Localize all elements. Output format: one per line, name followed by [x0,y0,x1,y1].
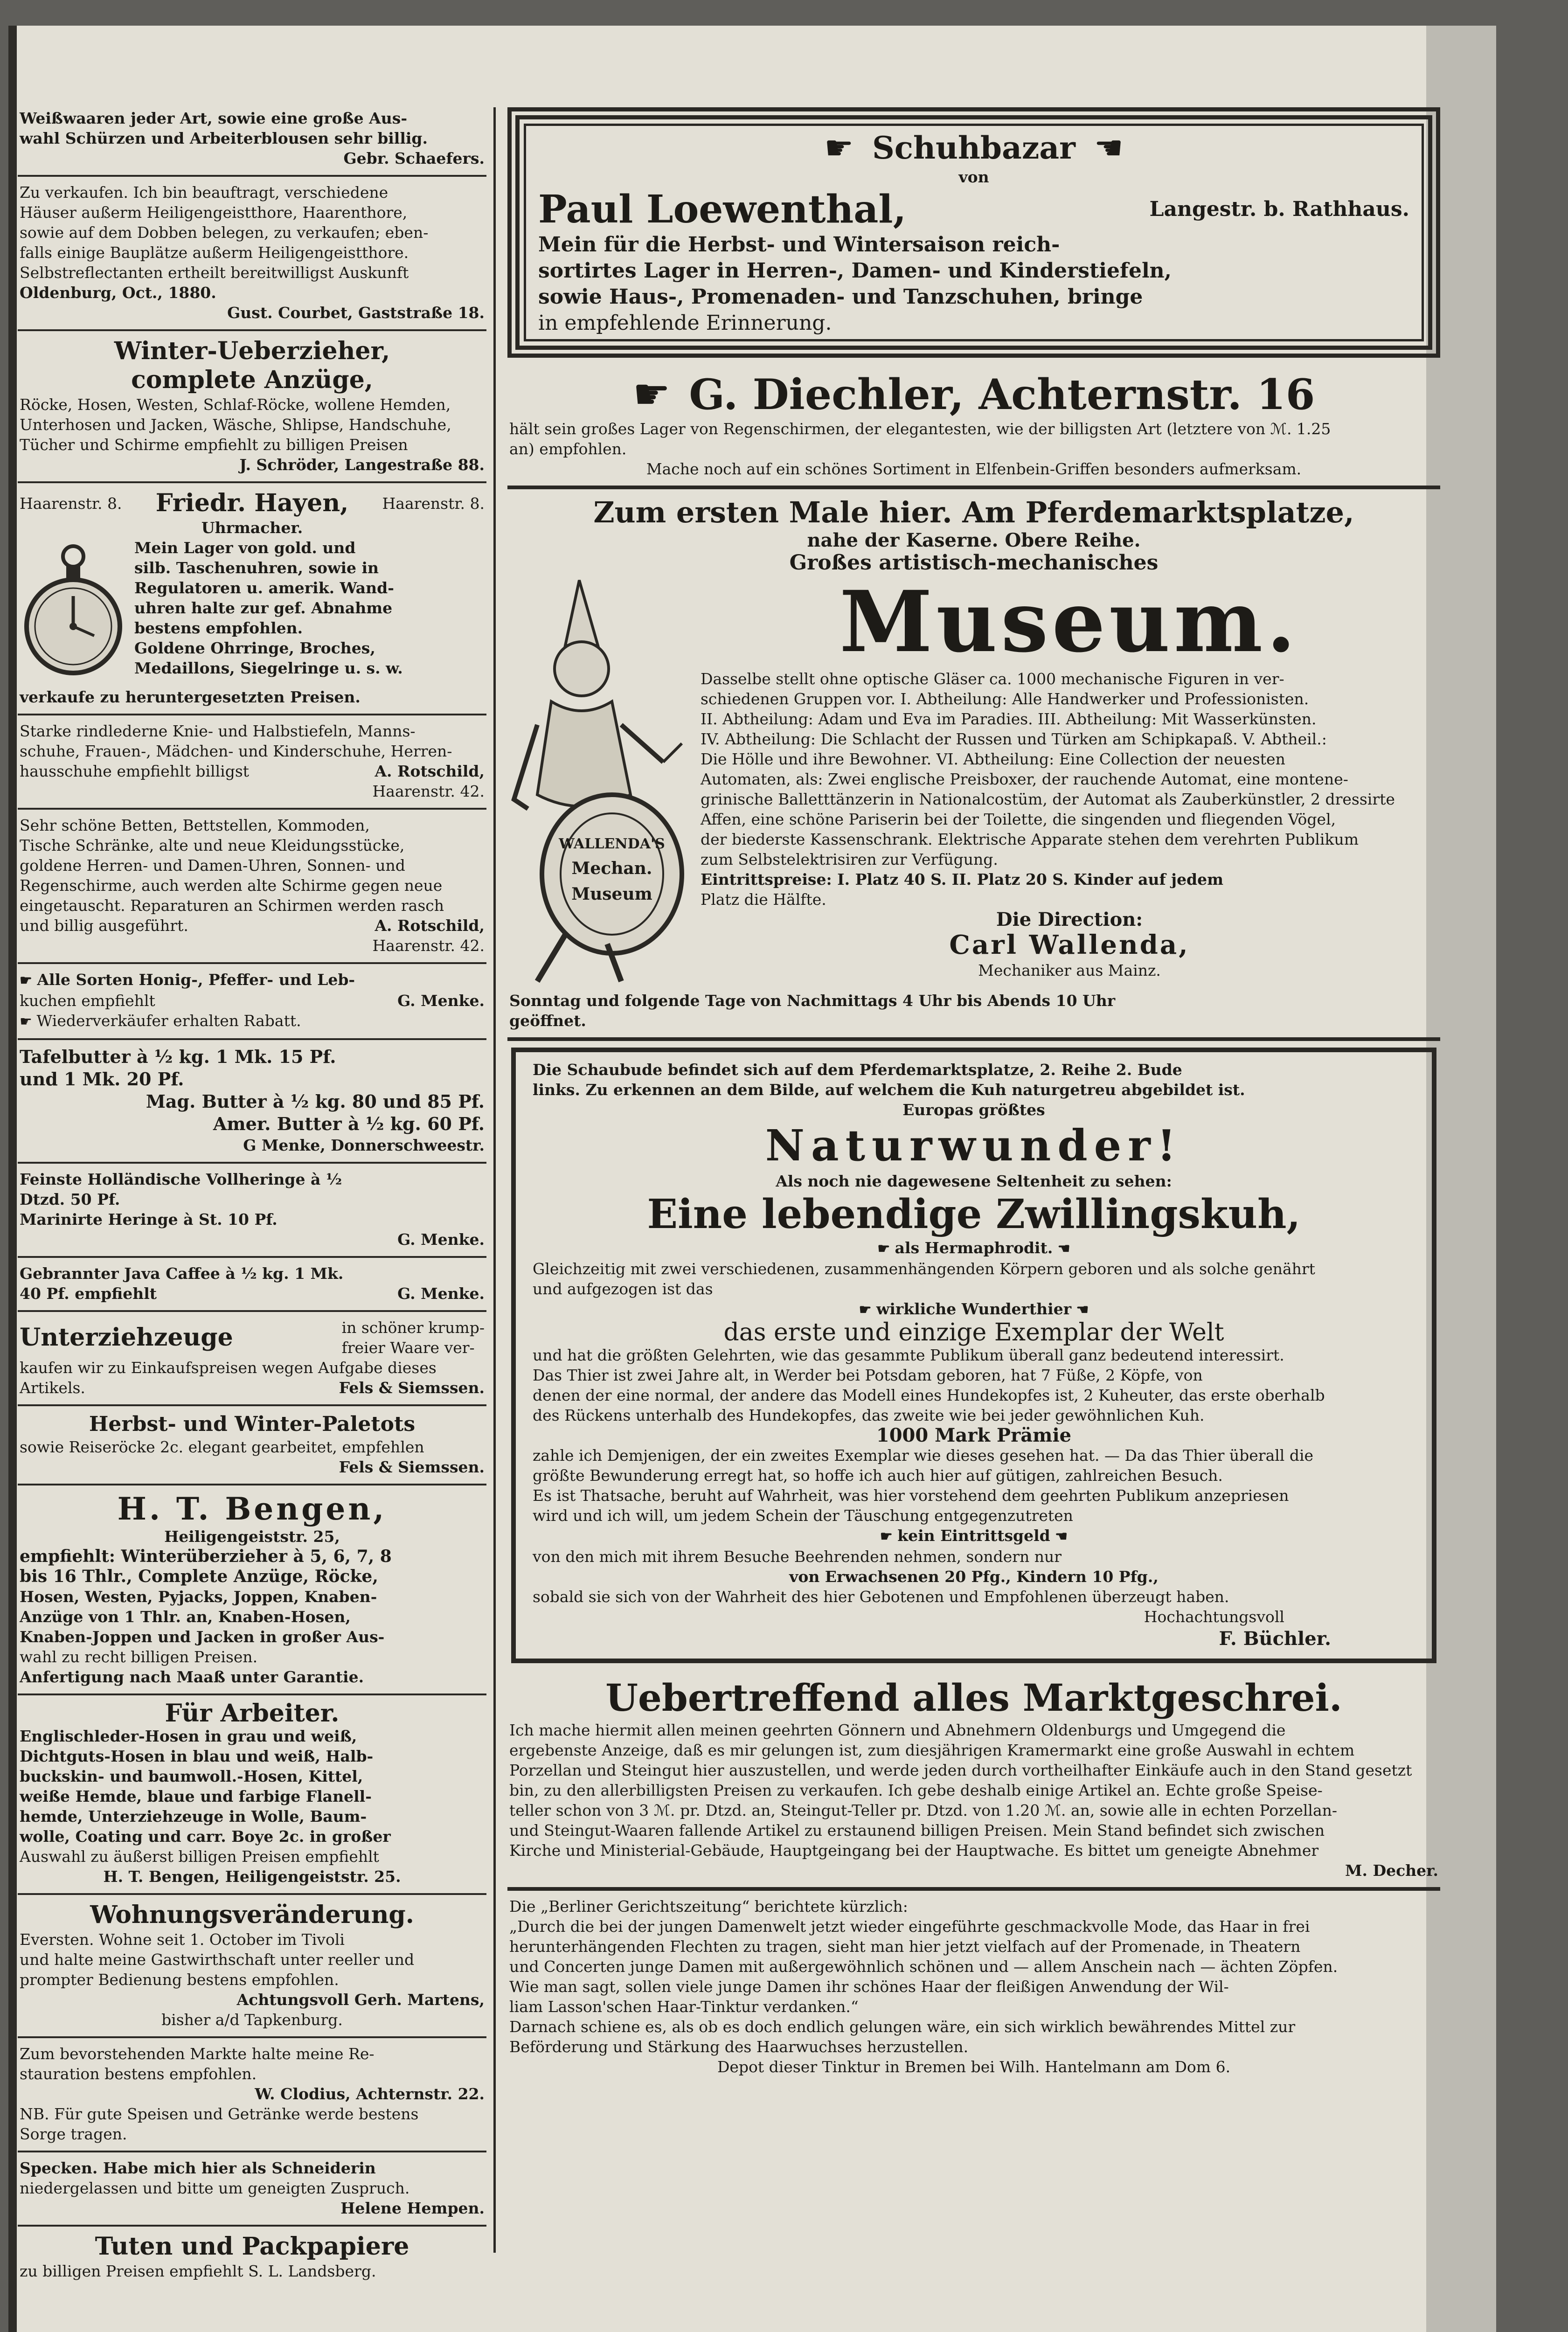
ad-line: sowie Haus-, Promenaden- und Tanzschuhen, bringe [538,285,1143,309]
pocket-watch-icon [20,538,127,687]
ad-line: sowie Reiseröcke 2c. elegant gearbeitet, empfehlen [20,1438,424,1456]
ad-line: Specken. Habe mich hier als Schneiderin [20,2159,376,2177]
column-divider [493,107,496,2253]
ad-line: Porzellan und Steingut hier auszustellen, und werde jeden durch vortheilhafter Einkäufe auch in den Stand gesetzt [509,1761,1412,1779]
ad-signature: Fels & Siemssen. [339,1379,485,1397]
ad-line: eingetauscht. Reparaturen an Schirmen werden rasch [20,896,444,915]
right-column [507,103,1440,2083]
pointing-hand-icon: ☛ [877,1241,895,1257]
ad-heading: H. T. Bengen, [117,1491,387,1527]
ad-haeuser-verkaufen [18,177,486,331]
ad-line: Die Direction: [996,909,1143,930]
ad-line: Hochachtungsvoll [1144,1608,1284,1626]
ad-line: Die Schaubude befindet sich auf dem Pferdemarktsplatze, 2. Reihe 2. Bude [533,1061,1182,1079]
ad-heading: Naturwunder! [765,1120,1183,1171]
ad-line: Tische Schränke, alte und neue Kleidungsstücke, [20,836,405,854]
ad-line: wird und ich will, um jedem Schein der Täuschung entgegenzutreten [533,1506,1073,1525]
ad-line: Anzüge von 1 Thlr. an, Knaben-Hosen, [20,1608,351,1626]
ad-line: Das Thier ist zwei Jahre alt, in Werder bei Potsdam geboren, hat 7 Füße, 2 Köpfe, von [533,1366,1203,1384]
ad-line: und 1 Mk. 20 Pf. [20,1069,184,1090]
ad-line: geöffnet. [509,1012,586,1030]
ad-line: Mein für die Herbst- und Wintersaison reich- [538,233,1060,257]
ad-line: und aufgezogen ist das [533,1280,713,1298]
ad-signature: A. Rotschild, [375,916,485,935]
pointing-hand-right-icon: ☛ [632,370,671,419]
ad-hantelmann [507,1891,1440,2083]
ad-line: Hosen, Westen, Pyjacks, Joppen, Knaben- [20,1588,377,1606]
ad-signature: G. Menke. [397,1230,485,1249]
ad-line: Amer. Butter à ½ kg. 60 Pf. [213,1113,485,1134]
ad-line: „Durch die bei der jungen Damenwelt jetzt wieder eingeführte geschmackvolle Mode, das Haar in frei [509,1917,1310,1936]
ad-heading: Großes artistisch-mechanisches [789,551,1159,575]
ad-line: ☛ wirkliche Wunderthier ☚ [859,1300,1089,1318]
ad-heading: Für Arbeiter. [165,1699,340,1728]
ad-signature: Gebr. Schaefers. [343,149,485,167]
ad-line: IV. Abtheilung: Die Schlacht der Russen und Türken am Schipkapaß. V. Abtheil.: [701,730,1327,748]
ad-line: empfiehlt: Winterüberzieher à 5, 6, 7, 8 [20,1547,392,1566]
ad-fuer-arbeiter [18,1695,486,1895]
ad-line: wahl Schürzen und Arbeiterblousen sehr billig. [20,129,428,147]
clown-drummer-illustration [509,576,687,986]
ad-line: schuhe, Frauen-, Mädchen- und Kinderschuhe, Herren- [20,742,452,760]
ad-line: bis 16 Thlr., Complete Anzüge, Röcke, [20,1567,378,1586]
ad-line: kuchen empfiehlt [20,992,155,1010]
ad-line: Unterhosen und Jacken, Wäsche, Shlipse, Handschuhe, [20,416,451,434]
ad-address: Langestr. b. Rathhaus. [1149,197,1409,221]
ad-line: herunterhängenden Flechten zu tragen, sieht man hier jetzt vielfach auf der Promenade, in Theatern [509,1937,1301,1956]
ad-line: und hat die größten Gelehrten, wie das gesammte Publikum überall ganz bedeutend interessirt. [533,1346,1284,1364]
ad-line: der biederste Kassenschrank. Elektrische Apparate stehen dem verehrten Publikum [701,830,1359,848]
ad-line: in empfehlende Erinnerung. [538,311,832,335]
ad-heading: Paul Loewenthal, [538,187,907,232]
ad-signature: F. Büchler. [1219,1628,1331,1650]
ad-line: ergebenste Anzeige, daß es mir gelungen ist, zum diesjährigen Kramermarkt eine große Auswahl in echtem [509,1741,1355,1759]
pointing-hand-icon: ☚ [1071,1302,1089,1318]
ad-line: Tücher und Schirme empfiehlt zu billigen Preisen [20,436,408,454]
ad-line: buckskin- und baumwoll.-Hosen, Kittel, [20,1767,363,1785]
ad-line: ☛ Wiederverkäufer erhalten Rabatt. [20,1012,301,1030]
ad-line: bisher a/d Tapkenburg. [161,2011,343,2029]
ad-line: ☛ kein Eintrittsgeld ☚ [880,1527,1068,1545]
ad-line: Affen, eine schöne Pariserin bei der Toilette, die singenden und fliegenden Vögel, [701,810,1336,828]
ad-line: zahle ich Demjenigen, der ein zweites Exemplar wie dieses gesehen hat. — Da das Thier überall die [533,1446,1314,1464]
ad-line: Oldenburg, Oct., 1880. [20,284,216,302]
ad-line: niedergelassen und bitte um geneigten Zuspruch. [20,2179,410,2197]
pointing-hand-icon: ☛ [859,1302,876,1318]
ad-menke-honig [18,964,486,1040]
ad-line: Zu verkaufen. Ich bin beauftragt, verschiedene [20,183,389,201]
ad-heading: Friedr. Hayen, [155,489,349,517]
ad-heading: Tuten und Packpapiere [95,2232,409,2261]
pointing-hand-right-icon: ☛ [824,129,854,167]
ad-signature: Helene Hempen. [340,2199,485,2217]
ad-signature: W. Clodius, Achternstr. 22. [255,2085,485,2103]
ad-line: goldene Herren- und Damen-Uhren, Sonnen- und [20,856,405,874]
ad-signature: A. Rotschild, [375,762,485,780]
ad-heading: G. Diechler, Achternstr. 16 [689,369,1315,419]
ad-museum [507,489,1440,1041]
ad-fels-paletots [18,1406,486,1485]
ad-hempen [18,2152,486,2227]
ad-line: 40 Pf. empfiehlt [20,1284,157,1303]
ad-line: Artikels. [20,1379,85,1397]
ad-line: Selbstreflectanten ertheilt bereitwilligst Auskunft [20,264,409,282]
ad-line: verkaufe zu heruntergesetzten Preisen. [20,688,361,706]
ad-line: Mag. Butter à ½ kg. 80 und 85 Pf. [146,1091,485,1112]
ad-line: und Steingut-Waaren fallende Artikel zu erstaunend billigen Preisen. Mein Stand befindet sich zwischen [509,1821,1325,1839]
ad-signature: J. Schröder, Langestraße 88. [239,456,485,474]
ad-line: Die Hölle und ihre Bewohner. VI. Abtheilung: Eine Collection der neuesten [701,750,1285,768]
ad-line: silb. Taschenuhren, sowie in [134,559,379,577]
ad-line: liam Lasson'schen Haar-Tinktur verdanken.“ [509,1998,859,2016]
ad-line: Marinirte Heringe à St. 10 Pf. [20,1210,278,1228]
ad-heading: Eine lebendige Zwillingskuh, [647,1191,1301,1238]
pointing-hand-left-icon: ☚ [1094,129,1124,167]
ad-clodius [18,2038,486,2152]
ad-line: Knaben-Joppen und Jacken in großer Aus- [20,1628,385,1646]
ad-line: Gebrannter Java Caffee à ½ kg. 1 Mk. [20,1264,344,1283]
ad-wohnungsveraenderung [18,1895,486,2038]
ad-schroeder [18,331,486,483]
ad-signature: Achtungsvoll Gerh. Martens, [236,1991,485,2009]
ad-line: sortirtes Lager in Herren-, Damen- und Kinderstiefeln, [538,259,1172,283]
drum-label: Mechan. [571,859,652,878]
ad-line: Heiligengeiststr. 25, [164,1527,340,1546]
ad-line: Zum bevorstehenden Markte halte meine Re- [20,2045,375,2063]
ad-line: Mache noch auf ein schönes Sortiment in Elfenbein-Griffen besonders aufmerksam. [646,460,1302,478]
ad-line: weiße Hemde, blaue und farbige Flanell- [20,1787,372,1805]
ad-line: Automaten, als: Zwei englische Preisboxer, der rauchende Automat, eine montene- [701,770,1348,788]
ad-hayen [18,483,486,715]
ad-address: Haarenstr. 42. [372,937,485,955]
ad-line: Auswahl zu äußerst billigen Preisen empfiehlt [20,1847,379,1866]
ad-line: grinische Balletttänzerin in Nationalcostüm, der Automat als Zauberkünstler, 2 dressirte [701,790,1395,808]
ad-line: nahe der Kaserne. Obere Reihe. [807,529,1141,551]
ad-line: Europas größtes [902,1101,1045,1119]
ad-line: hemde, Unterziehzeuge in Wolle, Baum- [20,1807,367,1825]
ad-heading: Herbst- und Winter-Paletots [89,1412,416,1436]
ad-line: sobald sie sich von der Wahrheit des hier Gebotenen und Empfohlenen überzeugt haben. [533,1588,1229,1606]
ad-line: größte Bewunderung erregt hat, so hoffe ich auch hier auf gütigen, zahlreichen Besuch. [533,1466,1223,1485]
ad-line: wolle, Coating und carr. Boye 2c. in großer [20,1827,391,1846]
ad-signature: G Menke, Donnerschweestr. [243,1136,485,1154]
ad-line: schiedenen Gruppen vor. I. Abtheilung: Alle Handwerker und Professionisten. [701,690,1309,708]
ad-line: Gleichzeitig mit zwei verschiedenen, zusammenhängenden Körpern geboren und als solche genährt [533,1260,1315,1278]
ad-zwillingskuh [511,1048,1436,1663]
ad-line: Eintrittspreise: I. Platz 40 S. II. Platz 20 S. Kinder auf jedem [701,870,1224,888]
ad-line: Häuser außerm Heiligengeistthore, Haarenthore, [20,203,408,222]
pointing-hand-icon: ☛ [20,1013,37,1030]
ad-line: Regenschirme, auch werden alte Schirme gegen neue [20,876,443,895]
ad-loewenthal [507,107,1440,358]
ad-line: II. Abtheilung: Adam und Eva im Paradies. III. Abtheilung: Mit Wasserkünsten. [701,710,1317,728]
ad-heading: Zum ersten Male hier. Am Pferdemarktsplatze, [593,495,1354,529]
drum-label: Museum [571,884,652,904]
ad-line: sowie auf dem Dobben belegen, zu verkaufen; eben- [20,223,429,242]
ad-line: Medaillons, Siegelringe u. s. w. [134,659,403,677]
ad-diechler [507,364,1440,489]
ad-address: Haarenstr. 8. [382,494,485,513]
ad-line: hält sein großes Lager von Regenschirmen, der elegantesten, wie der billigsten Art (letztere von ℳ. 1.25 [509,420,1331,438]
ad-line: teller schon von 3 ℳ. pr. Dtzd. an, Steingut-Teller pr. Dtzd. von 1.20 ℳ. an, sowie alle in echten Porzellan- [509,1801,1338,1819]
ad-line: Darnach schiene es, als ob es doch endlich gelungen wäre, ein sich wirklich bewährendes Mittel zur [509,2018,1296,2036]
ad-line: Die „Berliner Gerichtszeitung“ berichtete kürzlich: [509,1897,908,1916]
ad-line: bestens empfohlen. [134,619,303,637]
ad-address: Haarenstr. 42. [372,782,485,800]
ad-line: 1000 Mark Prämie [876,1424,1072,1446]
ad-line: wahl zu recht billigen Preisen. [20,1648,258,1666]
newspaper-page [8,26,1496,2332]
ad-line: zu billigen Preisen empfiehlt S. L. Landsberg. [20,2262,376,2280]
ad-line: Tafelbutter à ½ kg. 1 Mk. 15 Pf. [20,1046,336,1067]
ad-line: ☛ als Hermaphrodit. ☚ [877,1239,1070,1257]
ad-line: Uhrmacher. [201,519,303,537]
ad-line: Sehr schöne Betten, Bettstellen, Kommoden, [20,816,370,834]
ad-line: Feinste Holländische Vollheringe à ½ [20,1170,342,1188]
ad-line: Starke rindlederne Knie- und Halbstiefeln, Manns- [20,722,416,740]
pointing-hand-icon: ☛ [20,972,37,989]
pointing-hand-icon: ☚ [1053,1241,1070,1257]
ad-line: Sonntag und folgende Tage von Nachmittags 4 Uhr bis Abends 10 Uhr [509,992,1116,1010]
ad-line: NB. Für gute Speisen und Getränke werde bestens [20,2105,419,2123]
ad-line: Es ist Thatsache, beruht auf Wahrheit, was hier vorstehend dem geehrten Publikum anzepriesen [533,1486,1289,1505]
ad-signature: Fels & Siemssen. [339,1458,485,1476]
ad-line: zum Selbstelektrisiren zur Verfügung. [701,850,998,868]
ad-line: Beförderung und Stärkung des Haarwuchses herzustellen. [509,2038,969,2056]
ad-line: freier Waare ver- [341,1339,475,1357]
drum-label: WALLENDA'S [559,836,665,852]
ad-line: Platz die Hälfte. [701,890,826,909]
museum-heading: Museum. [840,573,1299,671]
ad-signature: G. Menke. [397,992,485,1010]
ad-signature: Carl Wallenda, [949,930,1190,960]
ad-menke-heringe [18,1164,486,1258]
ad-bengen [18,1485,486,1695]
ad-line: Mein Lager von gold. und [134,539,356,557]
ad-line: falls einige Bauplätze außerm Heiligengeistthore. [20,243,409,262]
ad-line: bin, zu den allerbilligsten Preisen zu verkaufen. Ich gebe deshalb einige Artikel an. Echte große Speise- [509,1781,1323,1799]
ad-fels-unterziehzeuge [18,1312,486,1406]
ad-line: in schöner krump- [341,1319,485,1337]
left-column [18,103,486,2288]
ad-line: hausschuhe empfiehlt billigst [20,762,250,780]
pointing-hand-icon: ☛ [880,1528,898,1545]
ad-line: Ich mache hiermit allen meinen geehrten Gönnern und Abnehmern Oldenburgs und Umgegend die [509,1721,1286,1739]
ad-heading: das erste und einzige Exemplar der Welt [723,1319,1224,1346]
ad-line: Goldene Ohrringe, Broches, [134,639,375,657]
ad-line: Dichtguts-Hosen in blau und weiß, Halb- [20,1747,374,1765]
ad-line: stauration bestens empfohlen. [20,2065,257,2083]
ad-line: Röcke, Hosen, Westen, Schlaf-Röcke, wollene Hemden, [20,396,451,414]
ad-line: Regulatoren u. amerik. Wand- [134,579,394,597]
ad-line: Dtzd. 50 Pf. [20,1190,120,1208]
ad-heading: Unterziehzeuge [20,1323,233,1352]
ad-line: prompter Bedienung bestens empfohlen. [20,1971,339,1989]
ad-landsberg [18,2227,486,2288]
ad-signature: G. Menke. [397,1284,485,1303]
ad-address: Haarenstr. 8. [20,494,122,513]
ad-heading: Winter-Ueberzieher, [114,337,390,365]
ad-signature: M. Decher. [1345,1861,1438,1880]
ad-line: Eversten. Wohne seit 1. October im Tivoli [20,1930,345,1949]
ad-line: Anfertigung nach Maaß unter Garantie. [20,1668,364,1686]
ad-heading: complete Anzüge, [131,366,373,394]
ad-rotschild-betten [18,810,486,964]
ad-line: Englischleder-Hosen in grau und weiß, [20,1727,357,1745]
ad-heading: Uebertreffend alles Marktgeschrei. [605,1676,1342,1720]
ad-line: Depot dieser Tinktur in Bremen bei Wilh. Hantelmann am Dom 6. [717,2058,1231,2076]
ad-heading: Schuhbazar [872,130,1075,166]
ad-weisswaaren [18,103,486,177]
ad-line: und billig ausgeführt. [20,916,188,935]
ad-line: denen der eine normal, der andere das Modell eines Hundekopfes ist, 2 Kuheuter, das erste oberhalb [533,1386,1325,1404]
ad-line: Als noch nie dagewesene Seltenheit zu sehen: [776,1172,1172,1190]
ad-signature: H. T. Bengen, Heiligengeiststr. 25. [103,1867,401,1886]
pointing-hand-icon: ☚ [1050,1528,1068,1545]
ad-line: kaufen wir zu Einkaufspreisen wegen Aufgabe dieses [20,1359,437,1377]
ad-line: Mechaniker aus Mainz. [978,961,1161,979]
ad-line: von Erwachsenen 20 Pfg., Kindern 10 Pfg., [789,1568,1159,1586]
ad-line: von [958,168,989,186]
ad-rotschild-schuhe [18,715,486,810]
ad-line: an) empfohlen. [509,440,627,458]
ad-line: Weißwaaren jeder Art, sowie eine große Aus- [20,109,408,127]
ad-decher [507,1670,1440,1891]
ad-line: Dasselbe stellt ohne optische Gläser ca. 1000 mechanische Figuren in ver- [701,670,1284,688]
ad-line: ☛ Alle Sorten Honig-, Pfeffer- und Leb- [20,971,355,989]
ad-line: Sorge tragen. [20,2125,127,2143]
ad-line: von den mich mit ihrem Besuche Beehrenden nehmen, sondern nur [533,1548,1062,1566]
binding-edge [8,26,17,2332]
ad-line: links. Zu erkennen an dem Bilde, auf welchem die Kuh naturgetreu abgebildet ist. [533,1081,1245,1099]
ad-line: und Concerten junge Damen mit außergewöhnlich schönen und — allem Anschein nach — ächten Zöpfen. [509,1957,1338,1976]
ad-line: und halte meine Gastwirthschaft unter reeller und [20,1950,415,1969]
ad-menke-butter [18,1040,486,1164]
ad-menke-caffee [18,1258,486,1312]
ad-heading: Wohnungsveränderung. [90,1901,414,1929]
ad-line: Wie man sagt, sollen viele junge Damen ihr schönes Haar der fleißigen Anwendung der Wil- [509,1978,1229,1996]
ad-signature: Gust. Courbet, Gaststraße 18. [227,304,485,322]
ad-line: des Rückens unterhalb des Hundekopfes, das zweite wie bei jeder gewöhnlichen Kuh. [533,1406,1205,1424]
ad-line: Kirche und Ministerial-Gebäude, Hauptgeingang bei der Hauptwache. Es bittet um geneigte Abnehmer [509,1841,1319,1860]
ad-line: uhren halte zur gef. Abnahme [134,599,393,617]
